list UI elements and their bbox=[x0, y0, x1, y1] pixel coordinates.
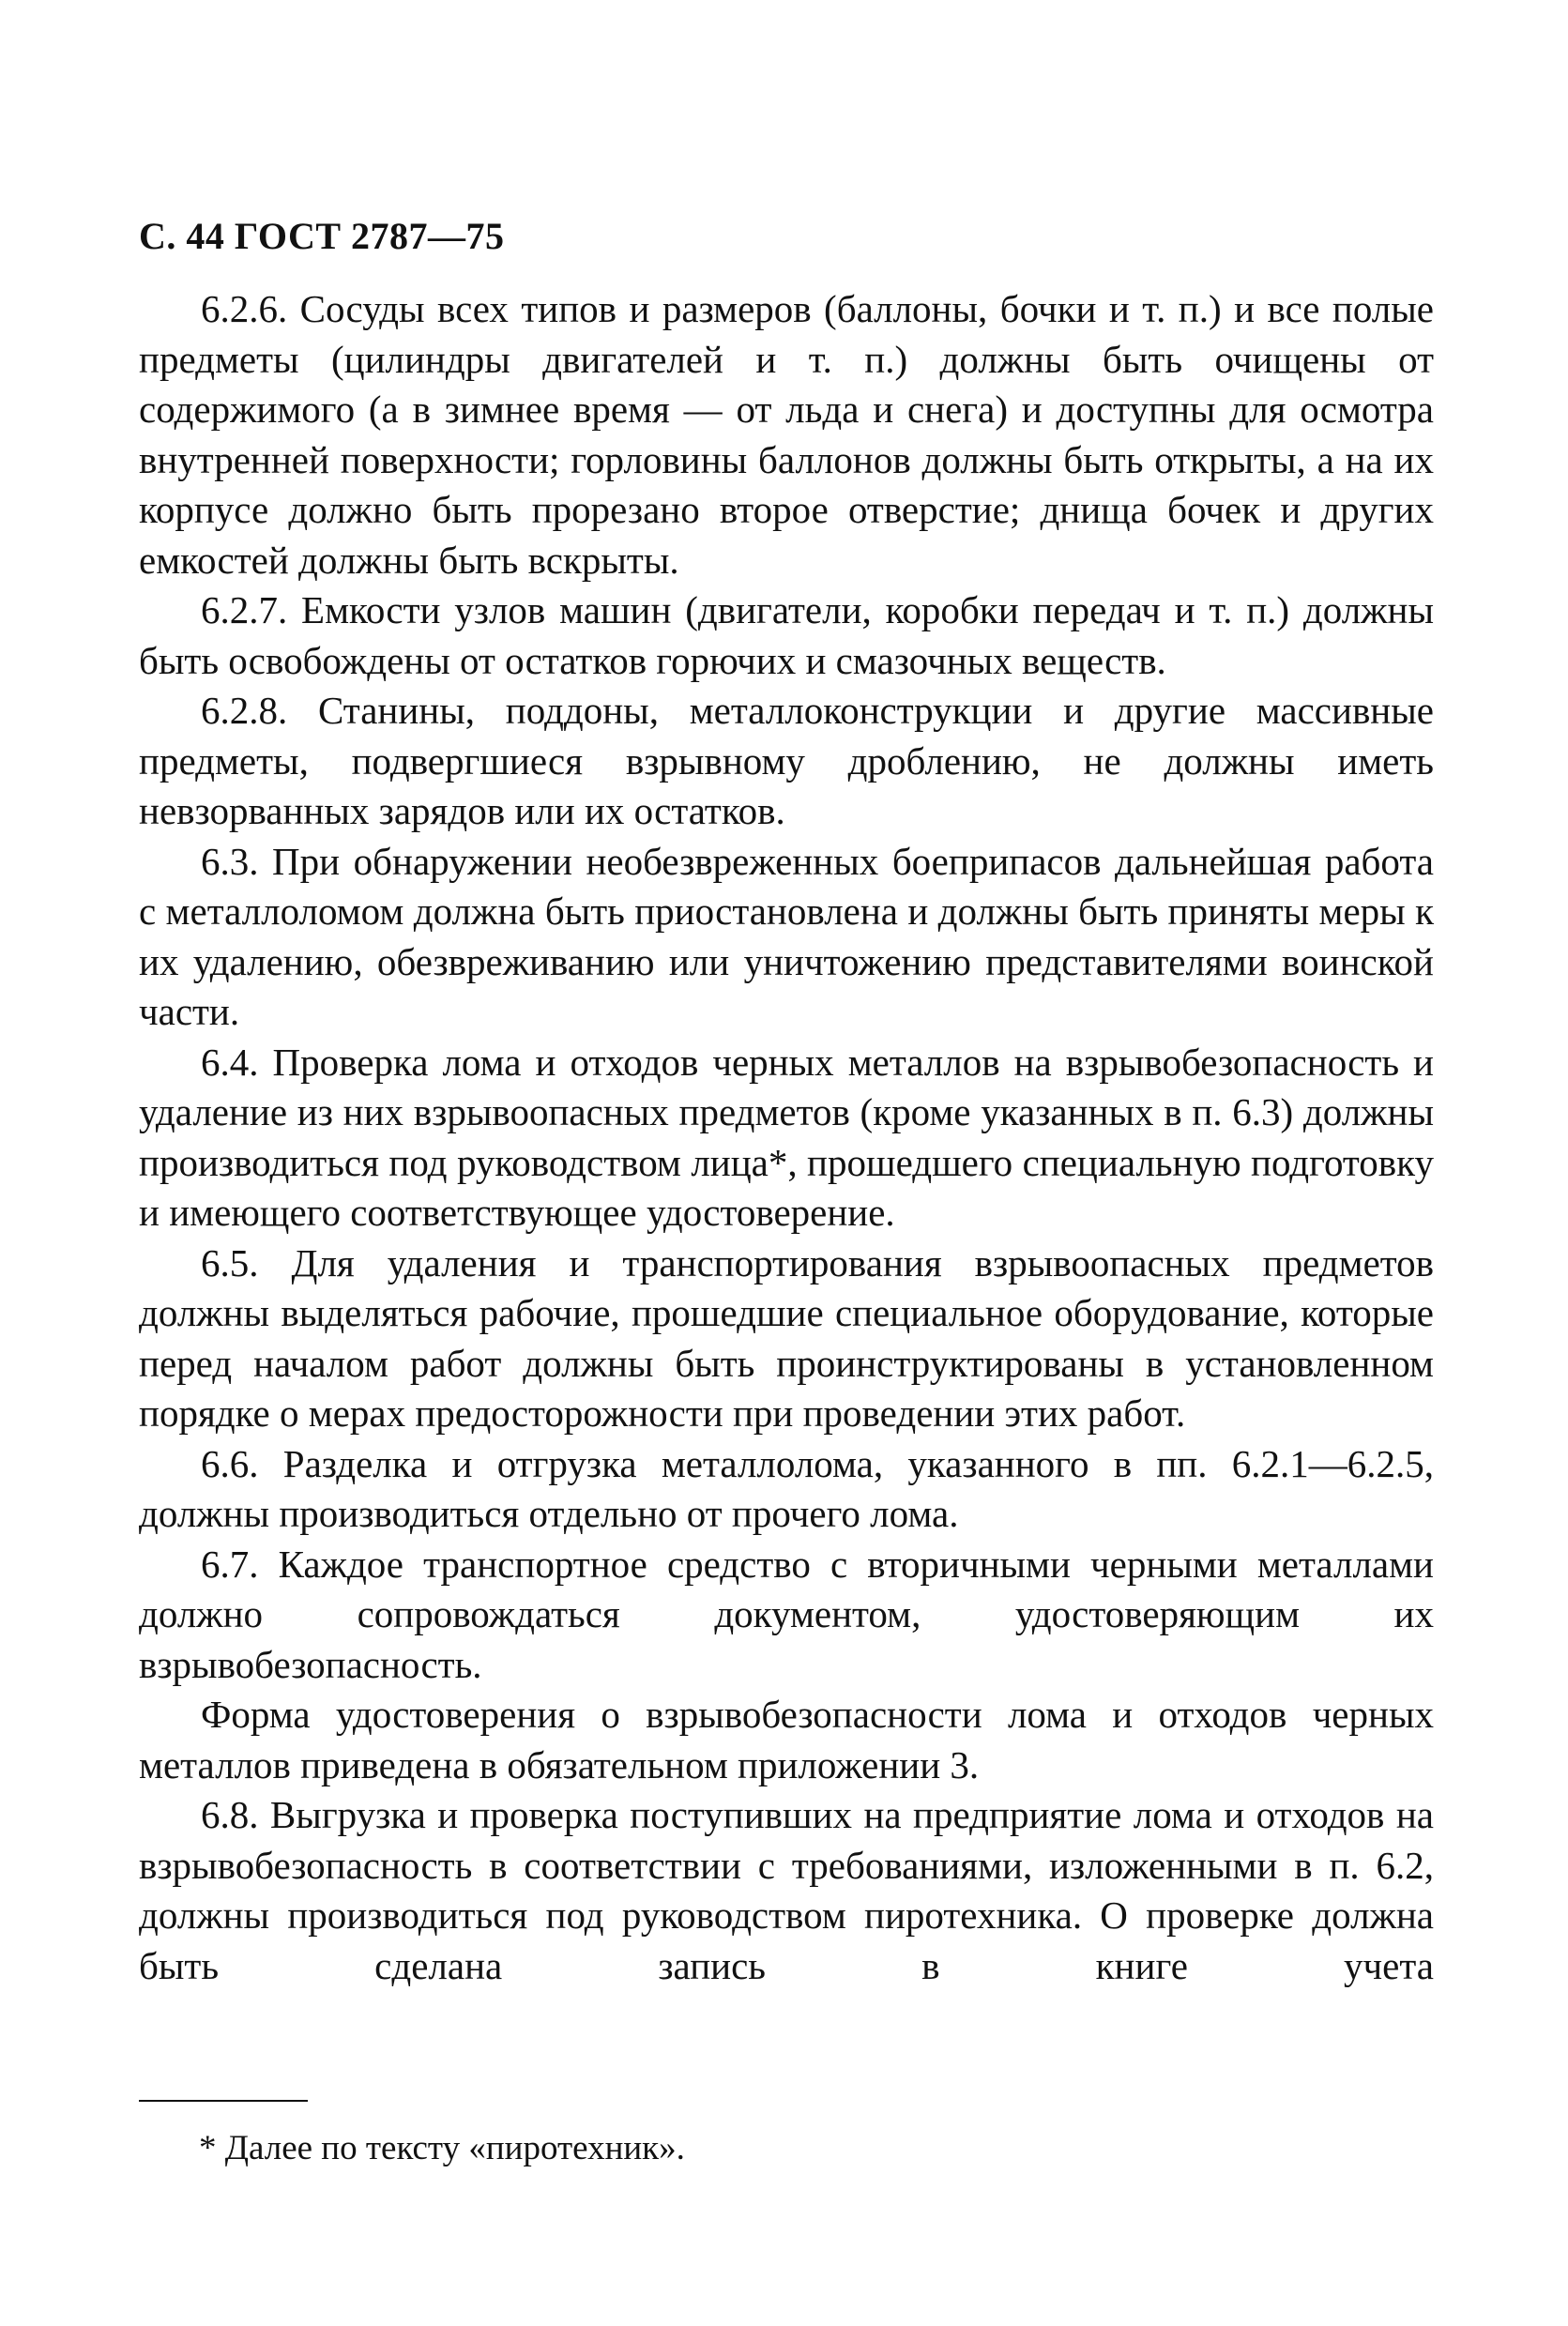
paragraph-6-3: 6.3. При обнаружении необезвреженных боеприпасов дальнейшая работа с металлоломом должна быть приостановлена и должны быть приняты меры к их удалению, обезвреживанию или уничтожению представителями воинской части. bbox=[139, 839, 1434, 1033]
paragraph-6-8: 6.8. Выгрузка и проверка поступивших на предприятие лома и отходов на взрывобезопасность в соответствии с требованиями, изложенными в п. 6.2, должны производиться под руководством пиротехника. О проверке должна быть сделана запись в книге учета bbox=[139, 1793, 1434, 1987]
paragraph-form-note: Форма удостоверения о взрывобезопасности лома и отходов черных металлов приведена в обязательном приложении 3. bbox=[139, 1693, 1434, 1786]
paragraph-6-2-6: 6.2.6. Сосуды всех типов и размеров (баллоны, бочки и т. п.) и все полые предметы (цилиндры двигателей и т. п.) должны быть очищены от содержимого (а в зимнее время — от льда и снега) и доступны для осмотра внутренней поверхности; горловины баллонов должны быть открыты, а на их корпусе должно быть прорезано второе отверстие; днища бочек и других емкостей должны быть вскрыты. bbox=[139, 287, 1434, 582]
page-header: С. 44 ГОСТ 2787—75 bbox=[139, 215, 505, 257]
body-text bbox=[139, 284, 1434, 1991]
paragraph-6-5: 6.5. Для удаления и транспортирования взрывоопасных предметов должны выделяться рабочие, прошедшие специальное оборудование, которые перед началом работ должны быть проинструктированы в установленном порядке о мерах предосторожности при проведении этих работ. bbox=[139, 1240, 1434, 1435]
footnote: * Далее по тексту «пиротехник». bbox=[199, 2129, 685, 2167]
paragraph-6-2-7: 6.2.7. Емкости узлов машин (двигатели, коробки передач и т. п.) должны быть освобождены от остатков горючих и смазочных веществ. bbox=[139, 588, 1434, 682]
paragraph-6-4: 6.4. Проверка лома и отходов черных металлов на взрывобезопасность и удаление из них взрывоопасных предметов (кроме указанных в п. 6.3) должны производиться под руководством лица*, прошедшего специальную подготовку и имеющего соответствующее удостоверение. bbox=[139, 1040, 1434, 1234]
paragraph-6-6: 6.6. Разделка и отгрузка металлолома, указанного в пп. 6.2.1—6.2.5, должны производиться отдельно от прочего лома. bbox=[139, 1441, 1434, 1535]
paragraph-6-7: 6.7. Каждое транспортное средство с вторичными черными металлами должно сопровождаться документом, удостоверяющим их взрывобезопасность. bbox=[139, 1542, 1434, 1686]
footnote-divider bbox=[139, 2100, 308, 2102]
paragraph-6-2-8: 6.2.8. Станины, поддоны, металлоконструкции и другие массивные предметы, подвергшиеся взрывному дроблению, не должны иметь невзорванных зарядов или их остатков. bbox=[139, 689, 1434, 832]
